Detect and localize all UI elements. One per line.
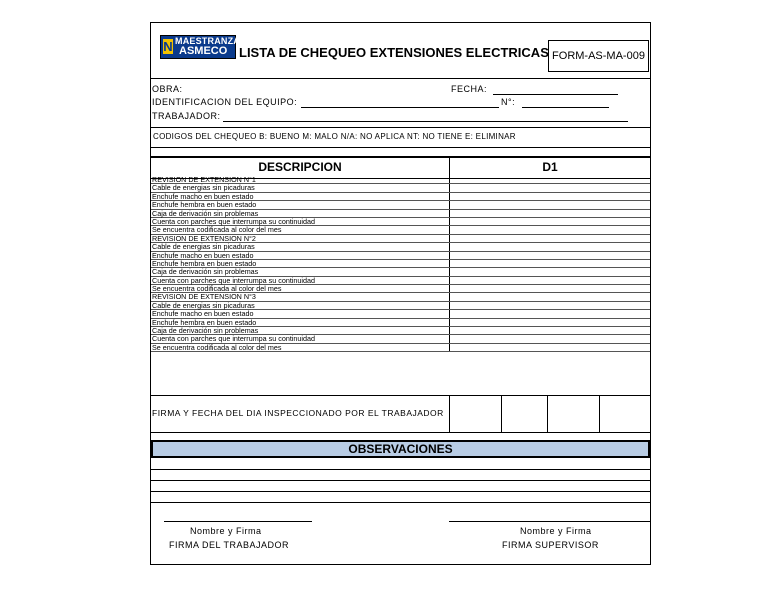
- check-codes-legend: [151, 127, 650, 148]
- row-description: REVISION DE EXTENSION N°1: [152, 175, 256, 184]
- observaciones-line[interactable]: [151, 491, 650, 492]
- row-description: Cable de energias sin picaduras: [152, 242, 255, 252]
- check-codes-text: CODIGOS DEL CHEQUEO B: BUENO M: MALO N/A: NO APLICA NT: NO TIENE E: ELIMINAR: [153, 132, 516, 141]
- signature-cell[interactable]: [599, 396, 600, 432]
- fecha-field[interactable]: [493, 94, 618, 95]
- row-d1-cell[interactable]: [450, 277, 650, 284]
- row-d1-cell[interactable]: [450, 201, 650, 208]
- trabajador-label: TRABAJADOR:: [152, 111, 221, 121]
- row-d1-cell[interactable]: [450, 268, 650, 275]
- row-d1-cell[interactable]: [450, 344, 650, 351]
- row-description: Caja de derivación sin problemas: [152, 267, 259, 277]
- row-d1-cell[interactable]: [450, 226, 650, 233]
- row-description: Cuenta con parches que interrumpa su continuidad: [152, 334, 316, 344]
- row-description: Cable de energias sin picaduras: [152, 300, 255, 310]
- observaciones-line[interactable]: [151, 469, 650, 470]
- worker-name-caption: Nombre y Firma: [190, 526, 262, 536]
- supervisor-signature-line[interactable]: [449, 521, 650, 522]
- row-description: Caja de derivación sin problemas: [152, 326, 259, 336]
- logo-text-top: MAESTRANZA: [175, 36, 240, 46]
- signature-cell[interactable]: [501, 396, 502, 432]
- row-description: Se encuentra codificada al color del mes: [152, 225, 282, 235]
- row-description: Enchufe macho en buen estado: [152, 191, 254, 201]
- checklist-form: [150, 22, 651, 565]
- row-description: Enchufe macho en buen estado: [152, 309, 254, 319]
- identificacion-field[interactable]: [301, 107, 499, 108]
- row-d1-cell[interactable]: [450, 327, 650, 334]
- row-description: REVISION DE EXTENSION N°3: [152, 292, 256, 302]
- row-d1-cell[interactable]: [450, 310, 650, 317]
- inspection-signature-label: FIRMA Y FECHA DEL DIA INSPECCIONADO POR EL TRABAJADOR: [152, 408, 444, 418]
- row-d1-cell[interactable]: [450, 210, 650, 217]
- column-header-descripcion: DESCRIPCION: [151, 158, 450, 178]
- numero-label: N°:: [501, 97, 516, 107]
- row-d1-cell[interactable]: [450, 335, 650, 342]
- inspection-signature-row: [151, 395, 650, 433]
- form-code: FORM-AS-MA-009: [548, 40, 649, 72]
- observaciones-header: OBSERVACIONES: [151, 440, 650, 458]
- row-description: REVISION DE EXTENSION N°2: [152, 233, 256, 243]
- observaciones-line[interactable]: [151, 480, 650, 481]
- company-logo: [160, 35, 240, 59]
- row-d1-cell[interactable]: [450, 302, 650, 309]
- row-d1-cell[interactable]: [450, 193, 650, 200]
- row-description: Se encuentra codificada al color del mes: [152, 284, 282, 294]
- fecha-label: FECHA:: [451, 84, 488, 94]
- checklist-rows: [151, 176, 650, 352]
- column-header-d1: D1: [542, 160, 558, 174]
- row-d1-cell[interactable]: [450, 218, 650, 225]
- row-description: Caja de derivación sin problemas: [152, 208, 259, 218]
- row-description: Enchufe hembra en buen estado: [152, 258, 257, 268]
- trabajador-field[interactable]: [223, 121, 628, 122]
- supervisor-signature-caption: FIRMA SUPERVISOR: [502, 540, 599, 550]
- row-d1-cell[interactable]: [450, 260, 650, 267]
- row-description: Cuenta con parches que interrumpa su continuidad: [152, 216, 316, 226]
- row-description: Enchufe macho en buen estado: [152, 250, 254, 260]
- row-d1-cell[interactable]: [450, 243, 650, 250]
- row-d1-cell[interactable]: [450, 285, 650, 292]
- row-description: Cable de energias sin picaduras: [152, 183, 255, 193]
- obra-label: OBRA:: [152, 84, 183, 94]
- form-header: [151, 23, 650, 79]
- row-d1-cell[interactable]: [450, 319, 650, 326]
- row-description: Enchufe hembra en buen estado: [152, 200, 257, 210]
- row-description: Cuenta con parches que interrumpa su continuidad: [152, 275, 316, 285]
- worker-signature-caption: FIRMA DEL TRABAJADOR: [169, 540, 290, 550]
- row-description: Se encuentra codificada al color del mes: [152, 342, 282, 352]
- row-d1-cell[interactable]: [450, 252, 650, 259]
- worker-signature-line[interactable]: [164, 521, 312, 522]
- row-d1-cell[interactable]: [450, 176, 650, 183]
- identificacion-label: IDENTIFICACION DEL EQUIPO:: [152, 97, 298, 107]
- signature-cell[interactable]: [547, 396, 548, 432]
- table-row: [151, 344, 650, 352]
- observaciones-line[interactable]: [151, 502, 650, 503]
- row-description: Enchufe hembra en buen estado: [152, 317, 257, 327]
- form-title: LISTA DE CHEQUEO EXTENSIONES ELECTRICAS: [239, 45, 549, 60]
- logo-text-bottom: ASMECO: [179, 45, 228, 57]
- row-d1-cell[interactable]: [450, 293, 650, 300]
- logo-letter: N: [163, 39, 173, 54]
- row-d1-cell[interactable]: [450, 184, 650, 191]
- row-d1-cell[interactable]: [450, 235, 650, 242]
- supervisor-name-caption: Nombre y Firma: [520, 526, 592, 536]
- numero-field[interactable]: [522, 107, 609, 108]
- signature-cell[interactable]: [449, 396, 450, 432]
